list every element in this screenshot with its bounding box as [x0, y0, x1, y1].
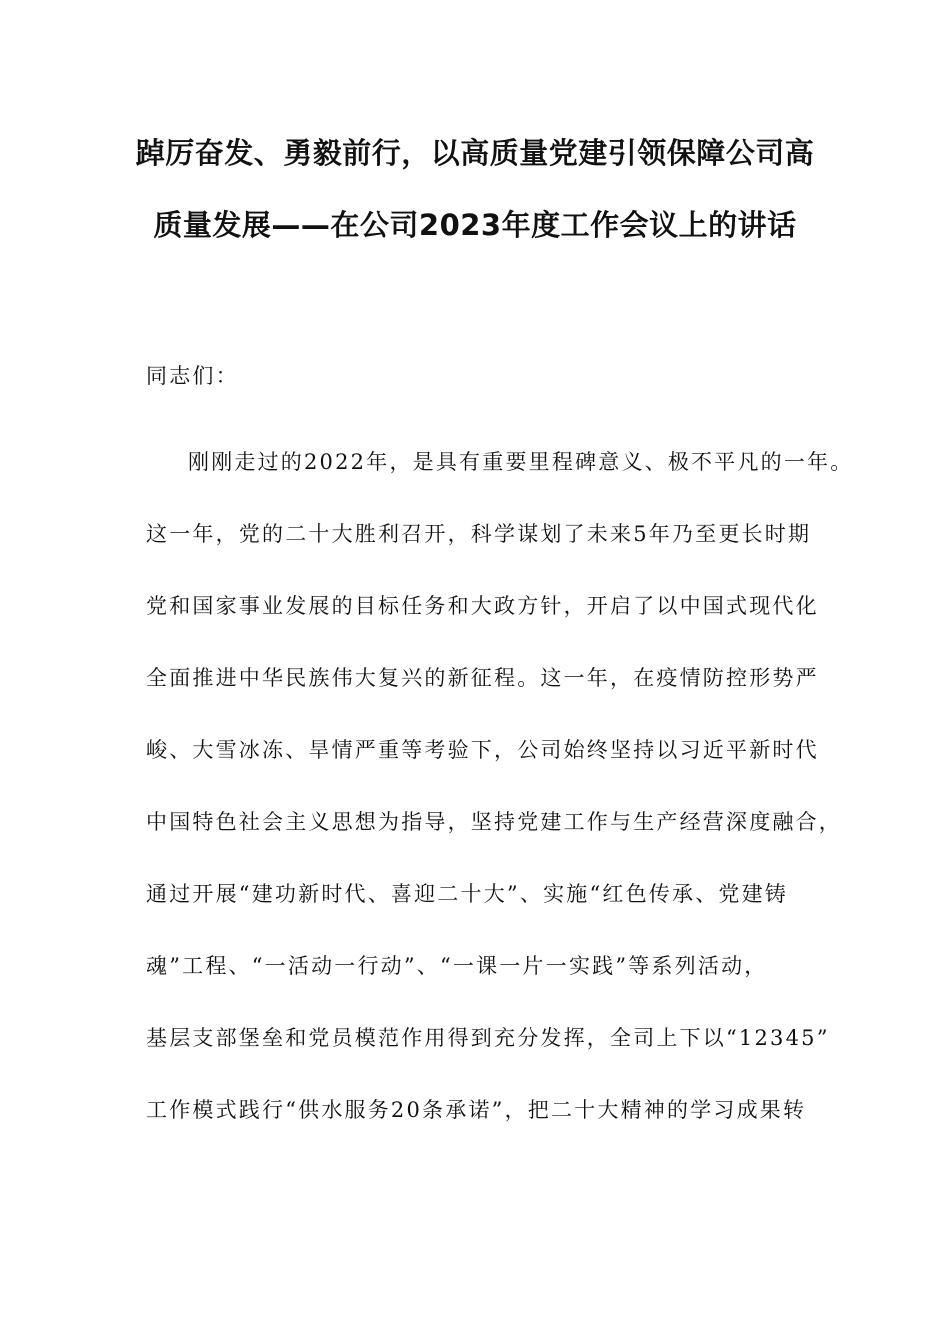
- paragraph-line-6: 中国特色社会主义思想为指导，坚持党建工作与生产经营深度融合，: [146, 810, 842, 834]
- salutation: 同志们：: [146, 364, 239, 388]
- document-title-line-2: 质量发展——在公司2023年度工作会议上的讲话: [153, 208, 797, 242]
- paragraph-line-9: 基层支部堡垒和党员模范作用得到充分发挥，全司上下以“12345”: [146, 1026, 830, 1050]
- paragraph-line-3: 党和国家事业发展的目标任务和大政方针，开启了以中国式现代化: [146, 594, 819, 618]
- paragraph-line-7: 通过开展“建功新时代、喜迎二十大”、实施“红色传承、党建铸: [146, 882, 789, 906]
- paragraph-line-5: 峻、大雪冰冻、旱情严重等考验下，公司始终坚持以习近平新时代: [146, 738, 819, 762]
- paragraph-line-1: 刚刚走过的2022年，是具有重要里程碑意义、极不平凡的一年。: [188, 450, 854, 474]
- paragraph-line-8: 魂”工程、“一活动一行动”、“一课一片一实践”等系列活动，: [146, 954, 768, 978]
- paragraph-line-2: 这一年，党的二十大胜利召开，科学谋划了未来5年乃至更长时期: [146, 522, 812, 546]
- document-title-line-1: 踔厉奋发、勇毅前行，以高质量党建引领保障公司高: [135, 136, 815, 170]
- paragraph-line-4: 全面推进中华民族伟大复兴的新征程。这一年，在疫情防控形势严: [146, 666, 819, 690]
- paragraph-line-10: 工作模式践行“供水服务20条承诺”，把二十大精神的学习成果转: [146, 1098, 807, 1122]
